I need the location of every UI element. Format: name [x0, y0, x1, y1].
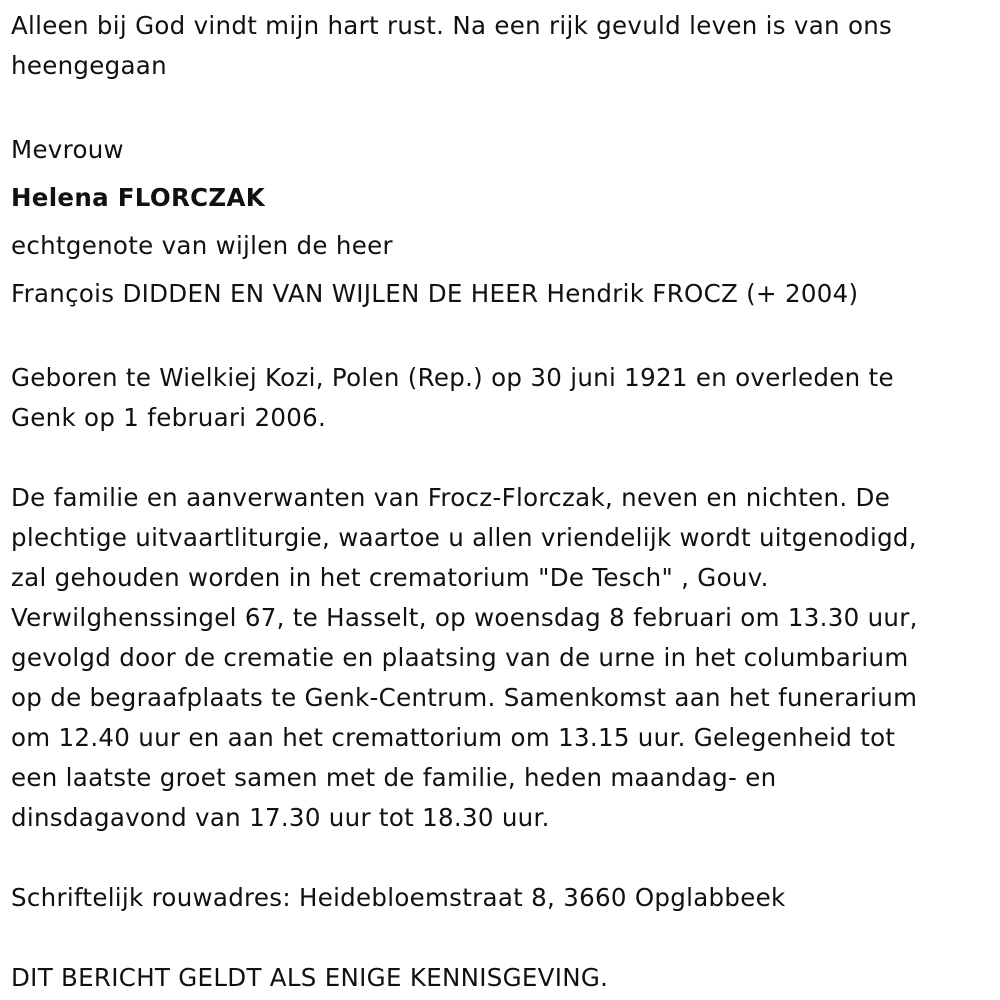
- details-line: om 12.40 uur en aan het cremattorium om 13.15 uur. Gelegenheid tot: [11, 723, 896, 752]
- details-line: dinsdagavond van 17.30 uur tot 18.30 uur.: [11, 803, 550, 832]
- birth-line-1: Geboren te Wielkiej Kozi, Polen (Rep.) op 30 juni 1921 en overleden te: [11, 363, 894, 392]
- details-line: plechtige uitvaartliturgie, waartoe u allen vriendelijk wordt uitgenodigd,: [11, 523, 917, 552]
- birth-line-2: Genk op 1 februari 2006.: [11, 403, 327, 432]
- spacer: [11, 438, 986, 478]
- spacer: [11, 318, 986, 358]
- relation-line-2: François DIDDEN EN VAN WIJLEN DE HEER Hendrik FROCZ (+ 2004): [11, 279, 859, 308]
- salutation: Mevrouw: [11, 135, 124, 164]
- details-line: op de begraafplaats te Genk-Centrum. Samenkomst aan het funerarium: [11, 683, 918, 712]
- details-line: een laatste groet samen met de familie, heden maandag- en: [11, 763, 777, 792]
- intro-line-1: Alleen bij God vindt mijn hart rust. Na een rijk gevuld leven is van ons: [11, 11, 893, 40]
- relation-line-1: echtgenote van wijlen de heer: [11, 231, 393, 260]
- details-line: Verwilghenssingel 67, te Hasselt, op woensdag 8 februari om 13.30 uur,: [11, 603, 918, 632]
- mourning-address: Schriftelijk rouwadres: Heidebloemstraat 8, 3660 Opglabbeek: [11, 883, 786, 912]
- spacer: [11, 918, 986, 958]
- details-line: zal gehouden worden in het crematorium "De Tesch" , Gouv.: [11, 563, 769, 592]
- spacer: [11, 838, 986, 878]
- closing-statement: DIT BERICHT GELDT ALS ENIGE KENNISGEVING.: [11, 963, 609, 992]
- details-line: gevolgd door de crematie en plaatsing van de urne in het columbarium: [11, 643, 909, 672]
- spacer: [11, 86, 986, 126]
- intro-line-2: heengegaan: [11, 51, 167, 80]
- deceased-name: Helena FLORCZAK: [11, 183, 265, 212]
- details-line: De familie en aanverwanten van Frocz-Florczak, neven en nichten. De: [11, 483, 891, 512]
- obituary-notice: [11, 6, 986, 998]
- funeral-details: [11, 478, 986, 838]
